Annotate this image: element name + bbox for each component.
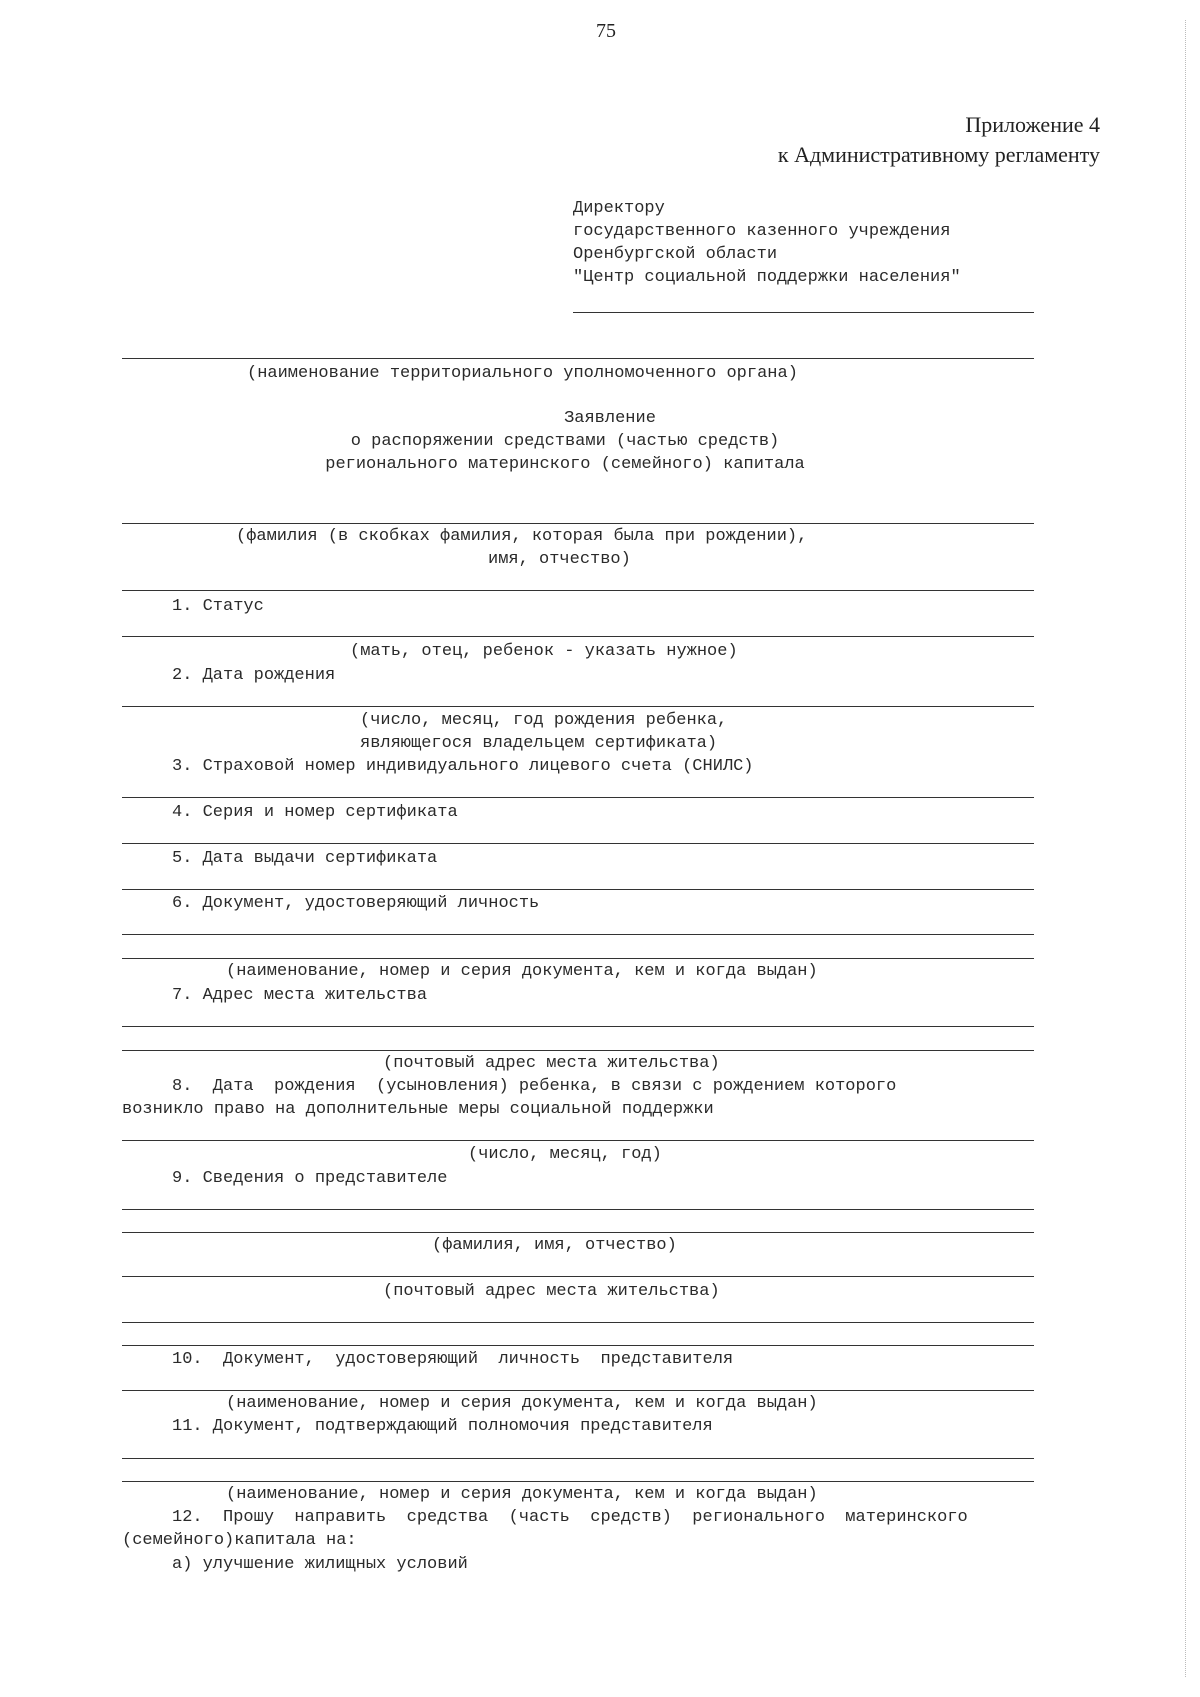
title-line2: о распоряжении средствами (частью средств) <box>350 432 780 451</box>
addressee-line4: "Центр социальной поддержки населения" <box>573 268 961 287</box>
rep-address-caption: (почтовый адрес места жительства) <box>383 1282 720 1301</box>
title-line3: регионального материнского (семейного) капитала <box>325 455 805 474</box>
page-edge-dots <box>1185 20 1186 1677</box>
rep-id-doc-line <box>122 1390 1034 1391</box>
applicant-caption-line1: (фамилия (в скобках фамилия, которая была при рождении), <box>236 527 808 546</box>
authority-caption: (наименование территориального уполномоченного органа) <box>247 364 798 383</box>
title-line1: Заявление <box>564 409 656 428</box>
rep-id-doc-caption: (наименование, номер и серия документа, кем и когда выдан) <box>226 1394 818 1413</box>
item-id-doc: 6. Документ, удостоверяющий личность <box>172 894 540 913</box>
address-caption: (почтовый адрес места жительства) <box>383 1054 720 1073</box>
id-doc-caption: (наименование, номер и серия документа, кем и когда выдан) <box>226 962 818 981</box>
item-rep-id-doc: 10. Документ, удостоверяющий личность представителя <box>172 1350 734 1369</box>
item-address: 7. Адрес места жительства <box>172 986 428 1005</box>
rep-name-line1 <box>122 1209 1034 1210</box>
rep-authority-line2 <box>122 1481 1034 1482</box>
birth-caption-line2: являющегося владельцем сертификата) <box>360 734 718 753</box>
rep-authority-caption: (наименование, номер и серия документа, кем и когда выдан) <box>226 1485 818 1504</box>
item-rep-info: 9. Сведения о представителе <box>172 1169 448 1188</box>
child-date-line <box>122 1140 1034 1141</box>
id-doc-line1 <box>122 934 1034 935</box>
birth-caption-line1: (число, месяц, год рождения ребенка, <box>360 711 728 730</box>
rep-address-line3 <box>122 1345 1034 1346</box>
cert-date-line <box>122 889 1034 890</box>
rep-name-caption: (фамилия, имя, отчество) <box>432 1236 677 1255</box>
item-request-line2: (семейного)капитала на: <box>122 1531 357 1550</box>
rep-address-line2 <box>122 1322 1034 1323</box>
rep-authority-line1 <box>122 1458 1034 1459</box>
address-line2 <box>122 1050 1034 1051</box>
addressee-name-line <box>573 312 1034 313</box>
item-cert-number: 4. Серия и номер сертификата <box>172 803 458 822</box>
item-child-date-line2: возникло право на дополнительные меры социальной поддержки <box>122 1100 714 1119</box>
birth-date-line <box>122 706 1034 707</box>
item-snils: 3. Страховой номер индивидуального лицевого счета (СНИЛС) <box>172 757 754 776</box>
item-option-a: а) улучшение жилищных условий <box>172 1555 468 1574</box>
item-child-date-line1: 8. Дата рождения (усыновления) ребенка, в связи с рождением которого <box>172 1077 897 1096</box>
applicant-caption-line2: имя, отчество) <box>488 550 631 569</box>
authority-line <box>122 358 1034 359</box>
separator-line <box>122 590 1034 591</box>
cert-number-line <box>122 843 1034 844</box>
id-doc-line2 <box>122 958 1034 959</box>
item-status: 1. Статус <box>172 597 264 616</box>
item-cert-date: 5. Дата выдачи сертификата <box>172 849 438 868</box>
addressee-line2: государственного казенного учреждения <box>573 222 951 241</box>
page-number: 75 <box>596 20 616 42</box>
applicant-name-line <box>122 523 1034 524</box>
rep-address-line1 <box>122 1276 1034 1277</box>
appendix-line1: Приложение 4 <box>965 112 1100 137</box>
child-date-caption: (число, месяц, год) <box>468 1145 662 1164</box>
addressee-line3: Оренбургской области <box>573 245 778 264</box>
rep-name-line2 <box>122 1232 1034 1233</box>
item-rep-authority-doc: 11. Документ, подтверждающий полномочия представителя <box>172 1417 713 1436</box>
addressee-line1: Директору <box>573 199 665 218</box>
address-line1 <box>122 1026 1034 1027</box>
status-line <box>122 636 1034 637</box>
snils-line <box>122 797 1034 798</box>
item-birth-date: 2. Дата рождения <box>172 666 336 685</box>
status-caption: (мать, отец, ребенок - указать нужное) <box>350 642 738 661</box>
appendix-line2: к Административному регламенту <box>777 142 1100 167</box>
item-request-line1: 12. Прошу направить средства (часть средств) регионального материнского <box>172 1508 968 1527</box>
